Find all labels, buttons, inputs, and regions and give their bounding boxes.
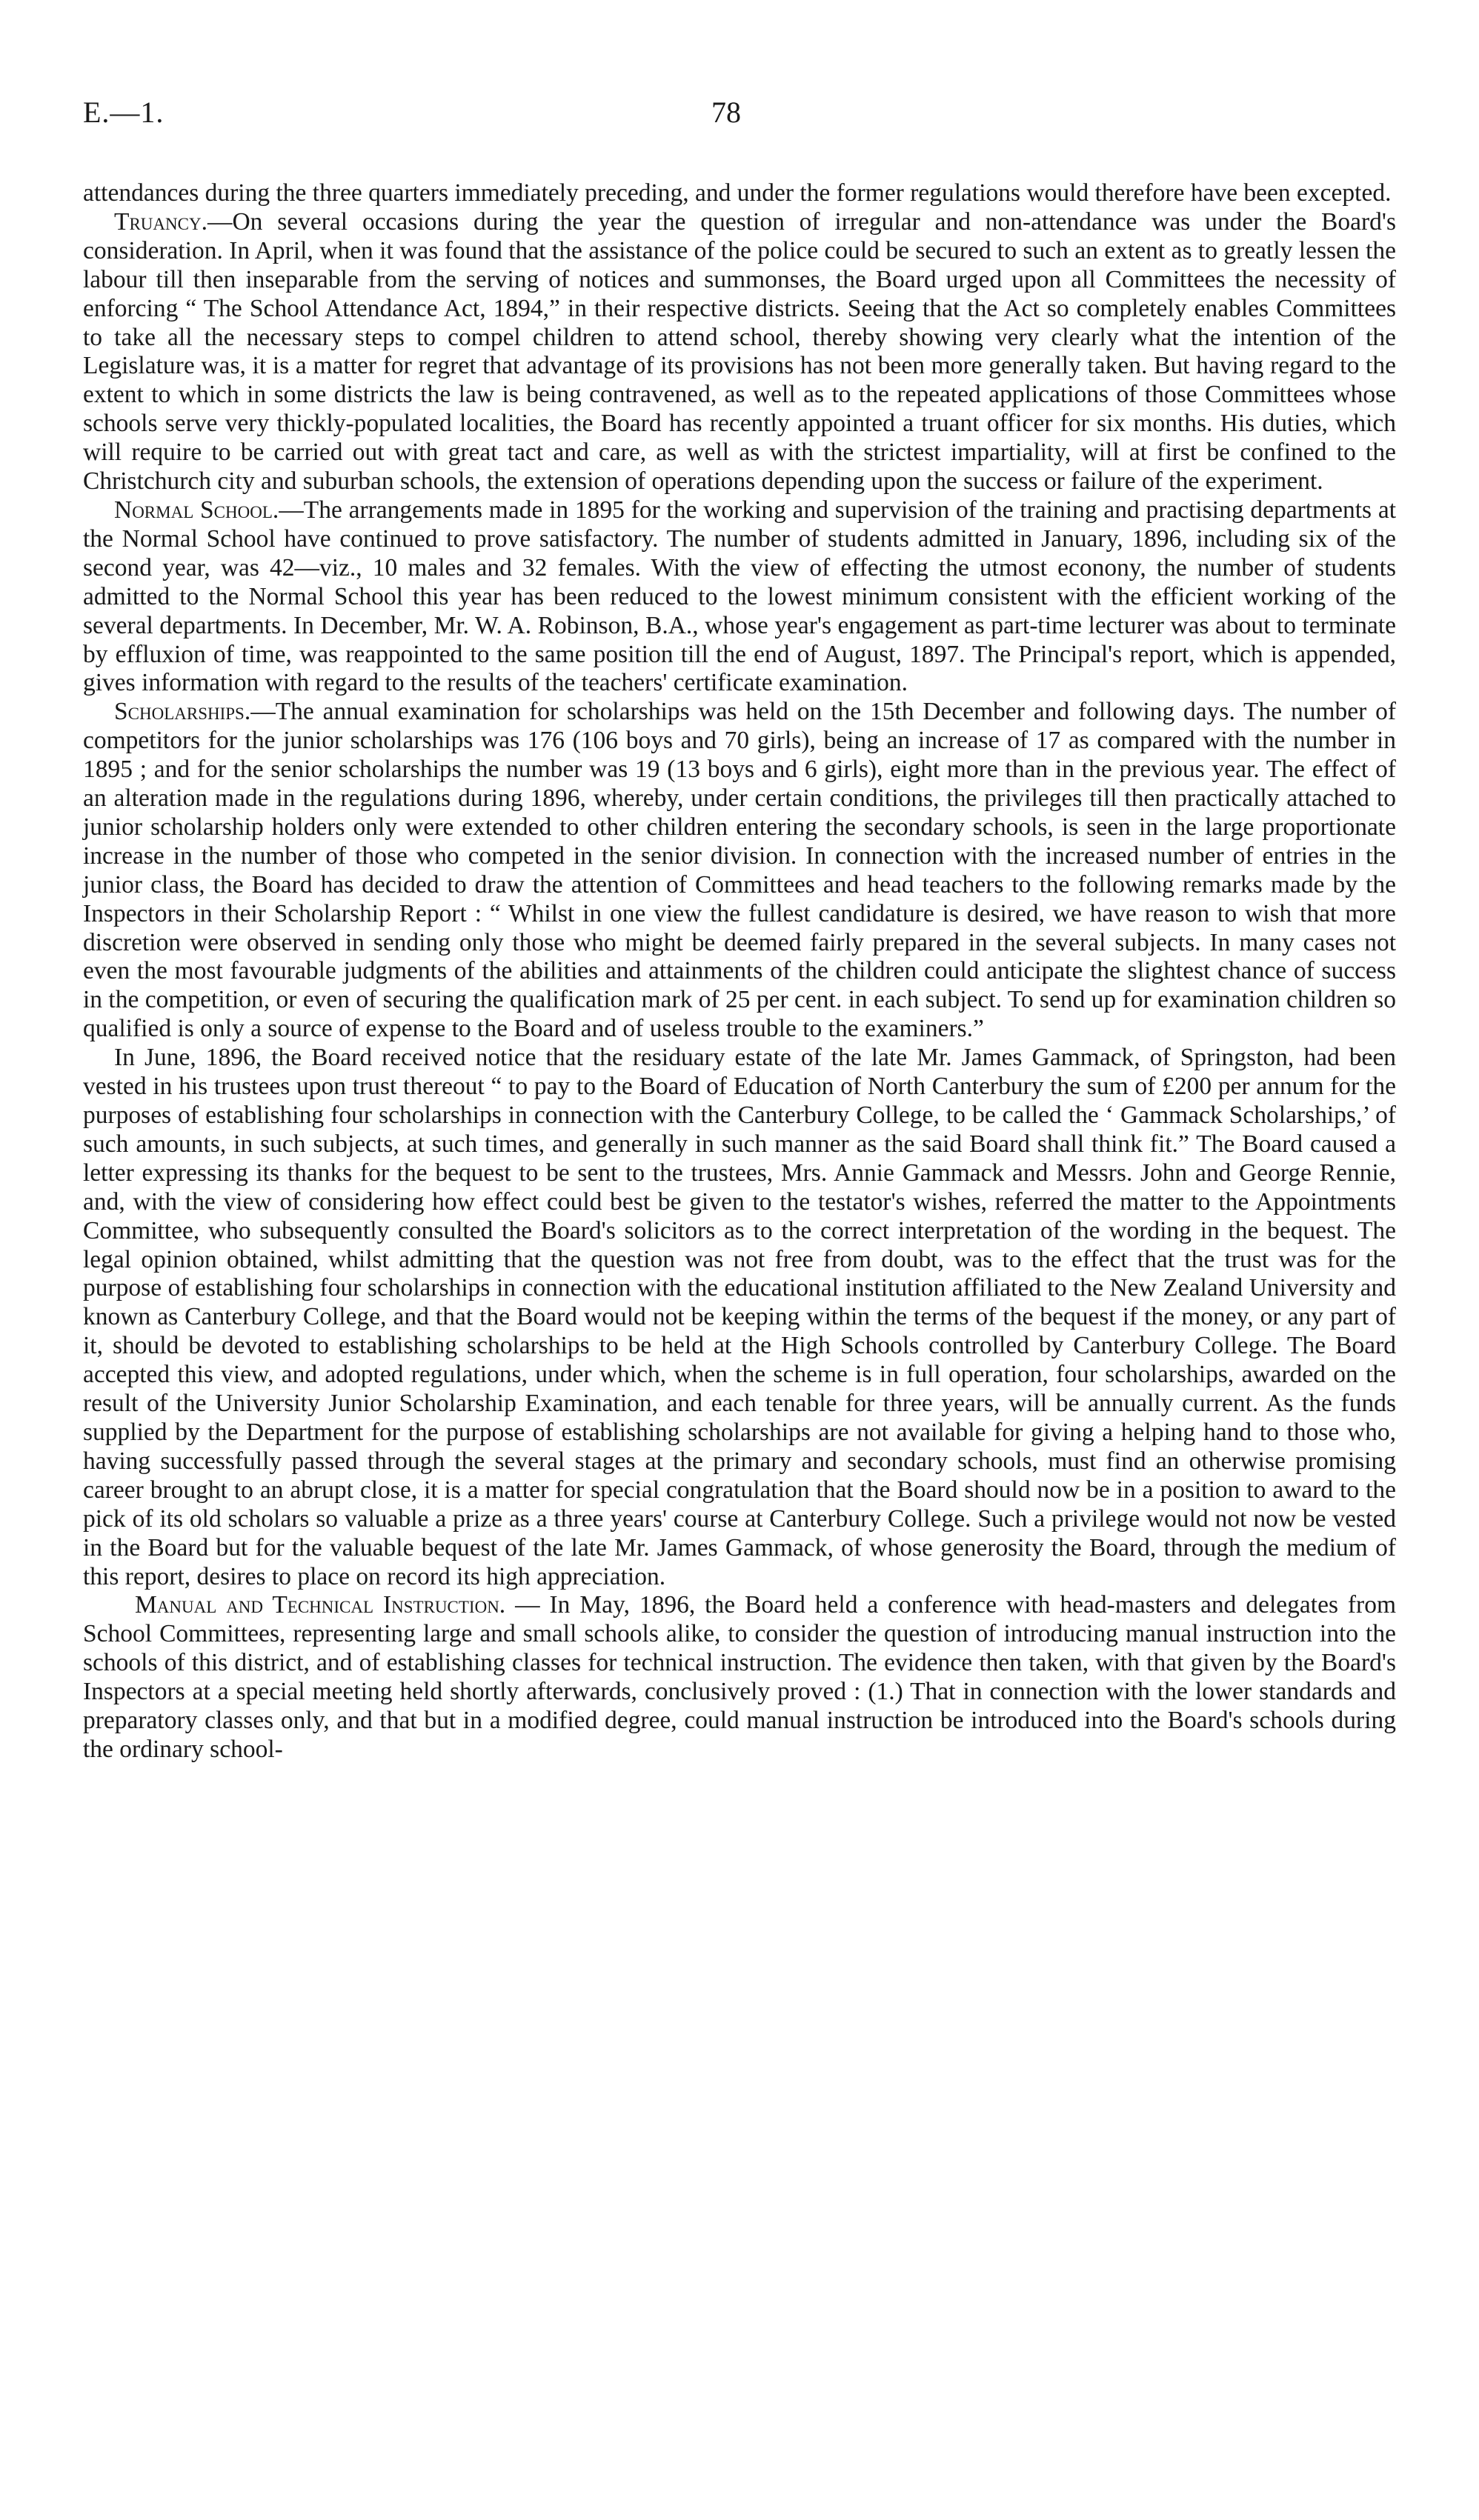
section-heading-manual-technical: Manual and Technical Instruction. xyxy=(135,1591,506,1619)
paragraph-text: In June, 1896, the Board received notice that the residuary estate of the late Mr. James Gammack, of Springston, had been vested in his trustees upon trust thereout “ to pay to the Board of Education of North Canterbury the sum of £200 per annum for the purposes of establishing four scholarships in connection with the Canterbury College, to be called the ‘ Gammack Scholarships,’ of such amounts, in such subjects, at such times, and generally in such manner as the said Board shall think fit.” The Board caused a letter expressing its thanks for the bequest to be sent to the trustees, Mrs. Annie Gammack and Messrs. John and George Rennie, and, with the view of considering how effect could best be given to the testator's wishes, referred the matter to the Appointments Committee, who subsequently consulted the Board's solicitors as to the correct interpretation of the wording in the bequest. The legal opinion obtained, whilst admitting that the question was not free from doubt, was to the effect that the trust was for the purpose of establishing four scholarships in connection with the educational institution affiliated to the New Zealand University and known as Canterbury College, and that the Board would not be keeping within the terms of the bequest if the money, or any part of it, should be devoted to establishing scholarships to be held at the High Schools controlled by Canterbury College. The Board accepted this view, and adopted regulations, under which, when the scheme is in full operation, four scholarships, awarded on the result of the University Junior Scholarship Examination, and each tenable for three years, will be annually current. As the funds supplied by the Department for the purpose of establishing scholarships are not available for giving a helping hand to those who, having successfully passed through the several stages at the primary and secondary schools, must find an otherwise promising career brought to an abrupt close, it is a matter for special congratulation that the Board should now be in a position to award to the pick of its old scholars so valuable a prize as a three years' course at Canterbury College. Such a privilege would not now be vested in the Board but for the valuable bequest of the late Mr. James Gammack, of whose generosity the Board, through the medium of this report, desires to place on record its high appreciation. xyxy=(83,1044,1396,1590)
page-header xyxy=(83,95,1396,139)
paragraph-normal-school xyxy=(83,496,1396,698)
paragraph-text: attendances during the three quarters immediately preceding, and under the former regulations would therefore have been excepted. xyxy=(83,179,1392,207)
paragraph-text: — In May, 1896, the Board held a conference with head-masters and delegates from School Committees, representing large and small schools alike, to consider the question of introducing manual instruction into the schools of this district, and of establishing classes for technical instruction. The evidence then taken, with that given by the Board's Inspectors at a special meeting held shortly afterwards, conclusively proved : (1.) That in connection with the lower standards and preparatory classes only, and that but in a modified degree, could manual instruction be introduced into the Board's schools during the ordinary school- xyxy=(83,1591,1397,1763)
document-page xyxy=(83,95,1396,1764)
document-reference: E.—1. xyxy=(83,96,164,129)
paragraph-gammack-bequest xyxy=(83,1044,1396,1591)
page-number: 78 xyxy=(711,96,741,129)
paragraph-manual-technical xyxy=(83,1591,1396,1764)
section-heading-scholarships: Scholarships. xyxy=(114,698,251,726)
paragraph-text: —On several occasions during the year the question of irregular and non-attendance was under the Board's consideration. In April, when it was found that the assistance of the police could be secured to such an extent as to greatly lessen the labour till then inseparable from the serving of notices and summonses, the Board urged upon all Committees the necessity of enforcing “ The School Attendance Act, 1894,” in their respective districts. Seeing that the Act so completely enables Committees to take all the necessary steps to compel children to attend school, thereby showing very clearly what the intention of the Legislature was, it is a matter for regret that advantage of its provisions has not been more generally taken. But having regard to the extent to which in some districts the law is being contravened, as well as to the repeated applications of those Committees whose schools serve very thickly-populated localities, the Board has recently appointed a truant officer for six months. His duties, which will require to be carried out with great tact and care, as well as with the strictest impartiality, will at first be confined to the Christchurch city and suburban schools, the extension of operations depending upon the success or failure of the experiment. xyxy=(83,207,1396,496)
section-heading-truancy: Truancy. xyxy=(114,207,207,236)
paragraph-truancy xyxy=(83,208,1396,496)
section-heading-normal-school: Normal School. xyxy=(114,496,279,524)
paragraph-text: —The arrangements made in 1895 for the working and supervision of the training and practising departments at the Normal School have continued to prove satisfactory. The number of students admitted in January, 1896, including six of the second year, was 42—viz., 10 males and 32 females. With the view of effecting the utmost econony, the number of students admitted to the Normal School this year has been reduced to the lowest minimum consistent with the efficient working of the several departments. In December, Mr. W. A. Robinson, B.A., whose year's engagement as part-time lecturer was about to terminate by effluxion of time, was reappointed to the same position till the end of August, 1897. The Principal's report, which is appended, gives information with regard to the results of the teachers' certificate examination. xyxy=(83,496,1396,697)
paragraph-text: —The annual examination for scholarships was held on the 15th December and following days. The number of competitors for the junior scholarships was 176 (106 boys and 70 girls), being an increase of 17 as compared with the number in 1895 ; and for the senior scholarships the number was 19 (13 boys and 6 girls), eight more than in the previous year. The effect of an alteration made in the regulations during 1896, whereby, under certain conditions, the privileges till then practically attached to junior scholarship holders only were extended to other children entering the secondary schools, is seen in the large proportionate increase in the number of those who competed in the senior division. In connection with the increased number of entries in the junior class, the Board has decided to draw the attention of Committees and head teachers to the following remarks made by the Inspectors in their Scholarship Report : “ Whilst in one view the fullest candidature is desired, we have reason to wish that more discretion were observed in sending only those who might be deemed fairly prepared in the several subjects. In many cases not even the most favourable judgments of the abilities and attainments of the children could anticipate the slightest chance of success in the competition, or even of securing the qualification mark of 25 per cent. in each subject. To send up for examination children so qualified is only a source of expense to the Board and of useless trouble to the examiners.” xyxy=(83,698,1396,1043)
paragraph-scholarships xyxy=(83,698,1396,1044)
paragraph-continuation xyxy=(83,179,1396,208)
